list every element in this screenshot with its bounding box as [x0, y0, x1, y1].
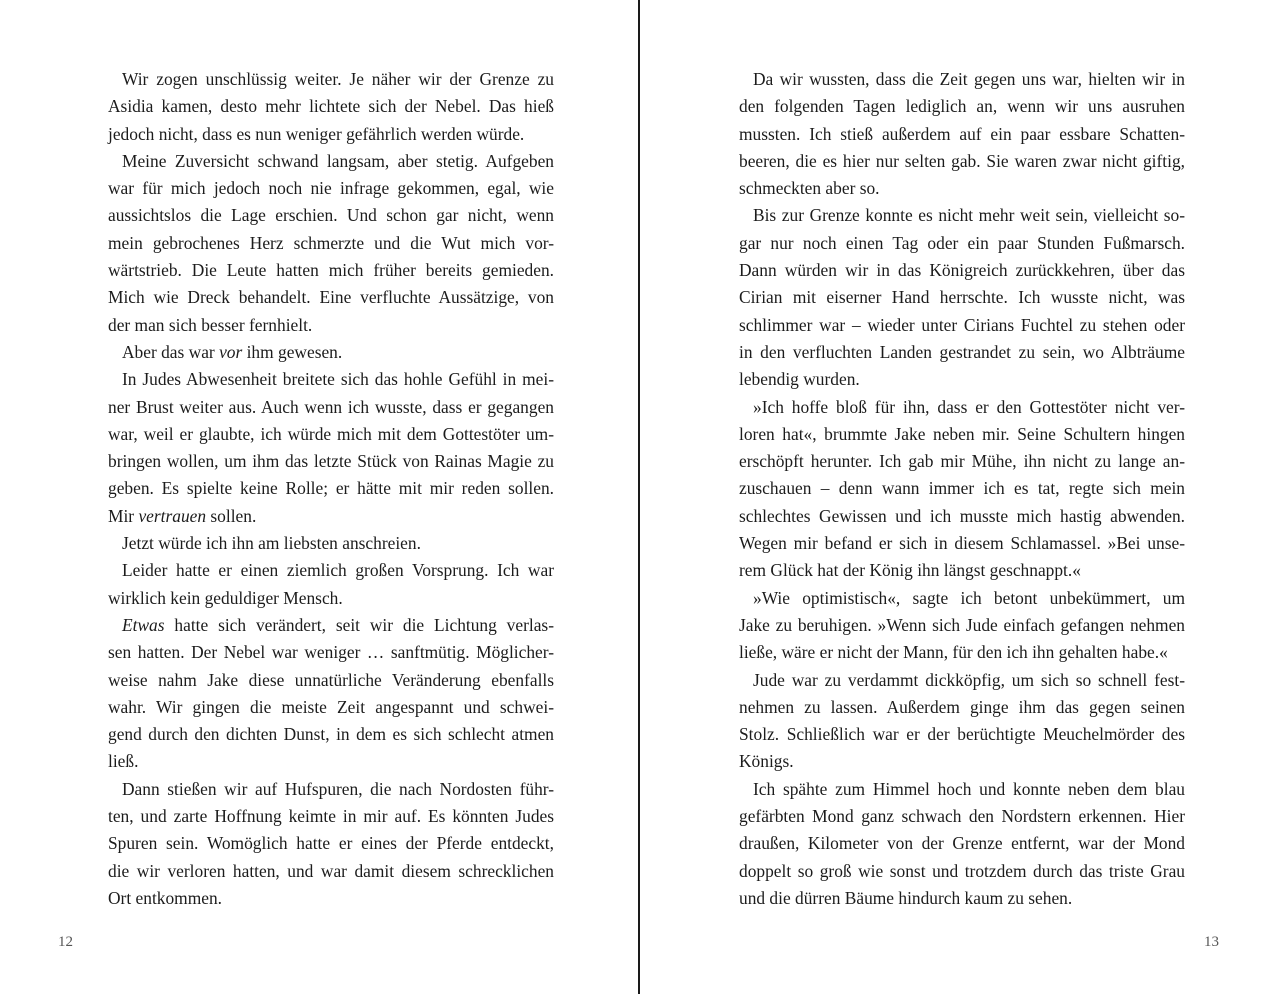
left-page: [0, 0, 638, 994]
text-line: bringen wollen, um ihm das letzte Stück von Rainas Magie zu: [108, 451, 554, 472]
text-line: ten, und zarte Hoffnung keimte in mir auf. Es könnten Judes: [108, 806, 554, 827]
text-line: jedoch nicht, dass es nun weniger gefährlich werden würde.: [108, 123, 525, 144]
paragraph: [725, 776, 1185, 912]
emphasis: Etwas: [122, 614, 165, 635]
text-line: die wir verloren hatten, und war damit diesem schrecklichen: [108, 860, 554, 881]
left-page-text: [94, 66, 554, 912]
paragraph: [94, 148, 554, 339]
text-line: Ort entkommen.: [108, 887, 222, 908]
text-line: schlechtes Gewissen und ich musste mich hastig abwenden.: [739, 505, 1185, 526]
emphasis: vor: [219, 341, 243, 362]
text-line: Mich wie Dreck behandelt. Eine verfluchte Aussätzige, von: [108, 287, 554, 308]
paragraph: [725, 202, 1185, 393]
paragraph: [94, 776, 554, 912]
text-line: Wegen mir befand er sich in diesem Schlamassel. »Bei unse-: [739, 533, 1185, 554]
text-line: Leider hatte er einen ziemlich großen Vorsprung. Ich war: [122, 560, 554, 581]
paragraph: [725, 667, 1185, 776]
text-line: gefärbten Mond ganz schwach den Nordstern erkennen. Hier: [739, 806, 1185, 827]
text-line: Spuren sein. Womöglich hatte er eines der Pferde entdeckt,: [108, 833, 554, 854]
text-line: der man sich besser fernhielt.: [108, 314, 313, 335]
text-line: loren hat«, brummte Jake neben mir. Seine Schultern hingen: [739, 423, 1185, 444]
text-line: ner Brust weiter aus. Auch wenn ich wusste, dass er gegangen: [108, 396, 554, 417]
text-line: Dann stießen wir auf Hufspuren, die nach Nordosten führ-: [122, 778, 554, 799]
text-line: doppelt so groß wie sonst und trotzdem durch das triste Grau: [739, 860, 1185, 881]
paragraph: [94, 66, 554, 148]
text-line: »Ich hoffe bloß für ihn, dass er den Gottestöter nicht ver-: [753, 396, 1185, 417]
text-line: Cirian mit eiserner Hand herrschte. Ich wusste nicht, was: [739, 287, 1185, 308]
text-line: Königs.: [739, 751, 794, 772]
text-line: Da wir wussten, dass die Zeit gegen uns war, hielten wir in: [753, 69, 1185, 89]
paragraph: [94, 339, 554, 366]
text-line: aussichtslos die Lage erschien. Und schon gar nicht, wenn: [108, 205, 554, 226]
text-line: Aber das war vor ihm gewesen.: [122, 341, 343, 362]
text-line: beeren, die es hier nur selten gab. Sie waren zwar nicht giftig,: [739, 150, 1185, 171]
text-line: weise nahm Jake diese unnatürliche Veränderung ebenfalls: [108, 669, 554, 690]
page-number-right: 13: [1204, 934, 1219, 950]
paragraph: [725, 66, 1185, 202]
text-line: gar nur noch einen Tag oder ein paar Stunden Fußmarsch.: [739, 232, 1185, 253]
paragraph: [725, 394, 1185, 585]
text-line: war für mich jedoch noch nie infrage gekommen, egal, wie: [108, 178, 554, 199]
text-line: Meine Zuversicht schwand langsam, aber stetig. Aufgeben: [122, 150, 554, 171]
text-line: mussten. Ich stieß außerdem auf ein paar essbare Schatten-: [739, 123, 1185, 144]
text-line: Jude war zu verdammt dickköpfig, um sich so schnell fest-: [753, 669, 1185, 690]
text-line: Wir zogen unschlüssig weiter. Je näher wir der Grenze zu: [122, 69, 554, 89]
right-page: [640, 0, 1278, 994]
text-line: zuschauen – denn wann immer ich es tat, regte sich mein: [739, 478, 1185, 499]
text-line: den folgenden Tagen lediglich an, wenn wir uns ausruhen: [739, 96, 1185, 117]
paragraph: [725, 585, 1185, 667]
text-line: schlimmer war – wieder unter Cirians Fuchtel zu stehen oder: [739, 314, 1185, 335]
text-line: in den verfluchten Landen gestrandet zu sein, wo Albträume: [739, 341, 1185, 362]
text-line: gend durch den dichten Dunst, in dem es sich schlecht atmen: [108, 724, 554, 745]
text-line: nehmen zu lassen. Außerdem ginge ihm das gegen seinen: [739, 696, 1185, 717]
text-line: »Wie optimistisch«, sagte ich betont unbekümmert, um: [753, 587, 1185, 608]
text-line: In Judes Abwesenheit breitete sich das hohle Gefühl in mei-: [122, 369, 554, 390]
text-line: wärtstrieb. Die Leute hatten mich früher bereits gemieden.: [108, 260, 554, 281]
text-line: war, weil er glaubte, ich würde mich mit dem Gottestöter um-: [108, 423, 554, 444]
text-line: wahr. Wir gingen die meiste Zeit angespannt und schwei-: [108, 696, 554, 717]
page-number-left: 12: [58, 934, 73, 950]
paragraph: [94, 612, 554, 776]
text-line: Jake zu beruhigen. »Wenn sich Jude einfach gefangen nehmen: [739, 614, 1185, 635]
text-line: Bis zur Grenze konnte es nicht mehr weit sein, vielleicht so-: [753, 205, 1185, 226]
paragraph: [94, 530, 554, 557]
text-line: Etwas hatte sich verändert, seit wir die Lichtung verlas-: [122, 614, 554, 635]
paragraph: [94, 557, 554, 612]
emphasis: vertrauen: [138, 505, 207, 526]
text-line: Dann würden wir in das Königreich zurückkehren, über das: [739, 260, 1185, 281]
text-line: geben. Es spielte keine Rolle; er hätte mit mir reden sollen.: [108, 478, 554, 499]
text-line: und die dürren Bäume hindurch kaum zu sehen.: [739, 887, 1073, 908]
text-line: rem Glück hat der König ihn längst geschnappt.«: [739, 560, 1081, 581]
text-line: ließ.: [108, 751, 139, 772]
paragraph: [94, 366, 554, 530]
text-line: draußen, Kilometer von der Grenze entfernt, war der Mond: [739, 833, 1185, 854]
text-line: lebendig wurden.: [739, 369, 860, 390]
text-line: schmeckten aber so.: [739, 178, 880, 199]
text-line: Asidia kamen, desto mehr lichtete sich der Nebel. Das hieß: [108, 96, 554, 117]
right-page-text: [725, 66, 1185, 912]
text-line: Jetzt würde ich ihn am liebsten anschreien.: [122, 533, 421, 554]
text-line: sen hatten. Der Nebel war weniger … sanftmütig. Möglicher-: [108, 642, 554, 663]
text-line: ließe, wäre er nicht der Mann, für den ich ihn gehalten habe.«: [739, 642, 1168, 663]
text-line: mein gebrochenes Herz schmerzte und die Wut mich vor-: [108, 232, 554, 253]
text-line: wirklich kein geduldiger Mensch.: [108, 587, 343, 608]
text-line: Ich spähte zum Himmel hoch und konnte neben dem blau: [753, 778, 1185, 799]
text-line: Mir vertrauen sollen.: [108, 505, 257, 526]
text-line: Stolz. Schließlich war er der berüchtigte Meuchelmörder des: [739, 724, 1185, 745]
text-line: erschöpft herunter. Ich gab mir Mühe, ihn nicht zu lange an-: [739, 451, 1185, 472]
